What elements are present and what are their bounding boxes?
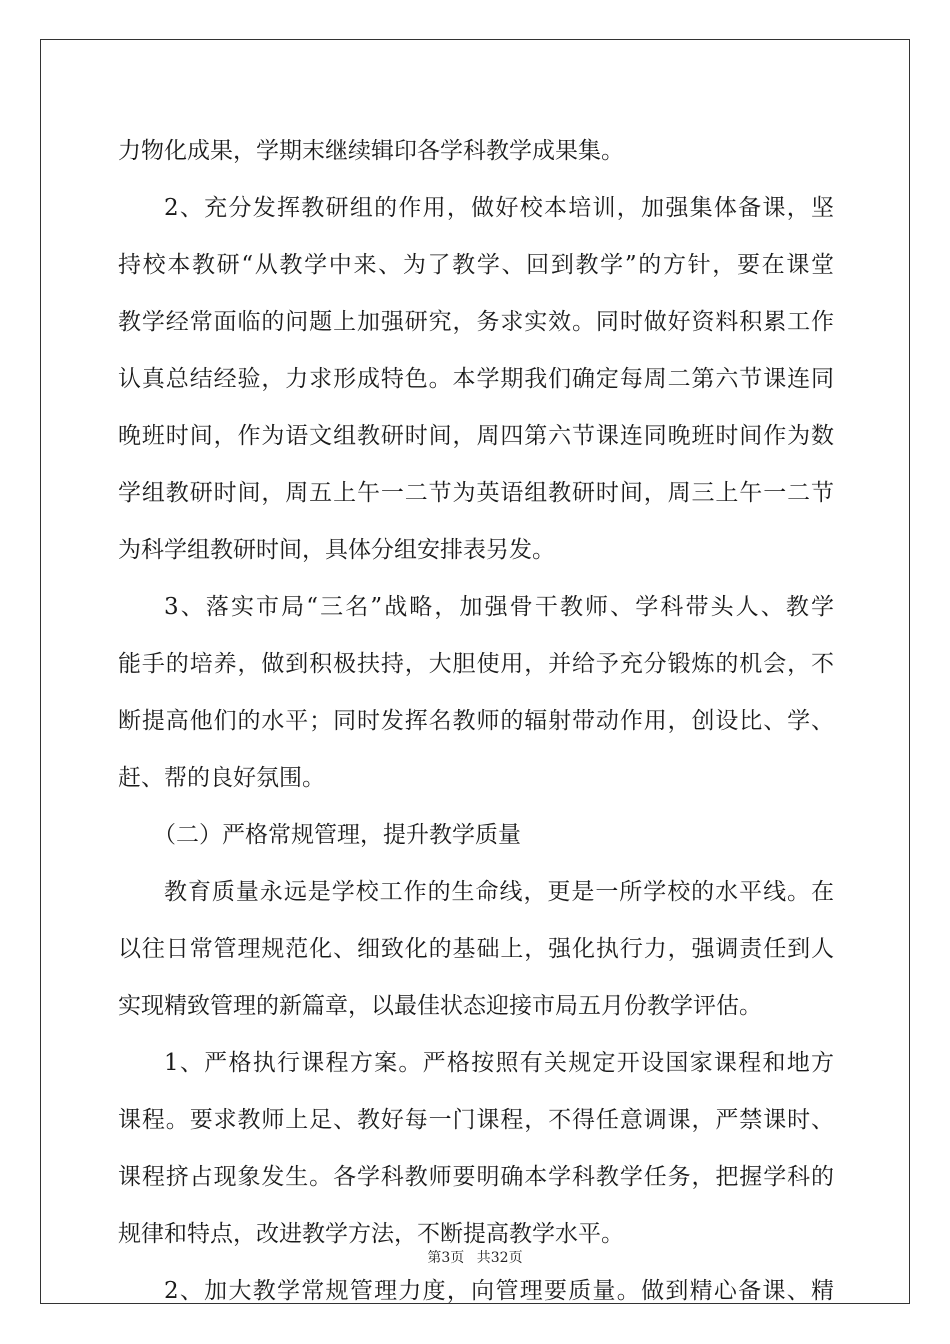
text-line: 持校本教研“从教学中来、为了教学、回到教学”的方针，要在课堂 (118, 252, 834, 278)
text-line: 断提高他们的水平；同时发挥名教师的辐射带动作用，创设比、学、 (118, 708, 834, 734)
text-line: 实现精致管理的新篇章，以最佳状态迎接市局五月份教学评估。 (118, 993, 762, 1019)
text-line: 赶、帮的良好氛围。 (118, 765, 325, 791)
page-total: 共32页 (476, 1250, 523, 1266)
text-line: 晚班时间，作为语文组教研时间，周四第六节课连同晚班时间作为数 (118, 423, 834, 449)
document-body (118, 123, 834, 1320)
text-line: 课程。要求教师上足、教好每一门课程，不得任意调课，严禁课时、 (118, 1107, 834, 1133)
text-line: 规律和特点，改进教学方法，不断提高教学水平。 (118, 1221, 624, 1247)
section-heading: （二）严格常规管理，提升教学质量 (153, 822, 521, 848)
text-line: 教育质量永远是学校工作的生命线，更是一所学校的水平线。在 (164, 879, 834, 905)
text-line: 2、加大教学常规管理力度，向管理要质量。做到精心备课、精 (164, 1278, 834, 1304)
text-line: 3、落实市局“三名”战略，加强骨干教师、学科带头人、教学 (164, 594, 834, 620)
text-line: 以往日常管理规范化、细致化的基础上，强化执行力，强调责任到人 (118, 936, 834, 962)
text-line: 2、充分发挥教研组的作用，做好校本培训，加强集体备课，坚 (164, 195, 834, 221)
text-line: 教学经常面临的问题上加强研究，务求实效。同时做好资料积累工作 (118, 309, 834, 335)
text-line: 学组教研时间，周五上午一二节为英语组教研时间，周三上午一二节 (118, 480, 834, 506)
page-number: 第3页 (427, 1250, 465, 1266)
text-line: 课程挤占现象发生。各学科教师要明确本学科教学任务，把握学科的 (118, 1164, 834, 1190)
page-footer (0, 1247, 950, 1267)
text-line: 1、严格执行课程方案。严格按照有关规定开设国家课程和地方 (164, 1050, 834, 1076)
text-line: 认真总结经验，力求形成特色。本学期我们确定每周二第六节课连同 (118, 366, 834, 392)
text-line: 为科学组教研时间，具体分组安排表另发。 (118, 537, 555, 563)
text-line: 能手的培养，做到积极扶持，大胆使用，并给予充分锻炼的机会，不 (118, 651, 834, 677)
text-line: 力物化成果，学期末继续辑印各学科教学成果集。 (118, 138, 624, 164)
